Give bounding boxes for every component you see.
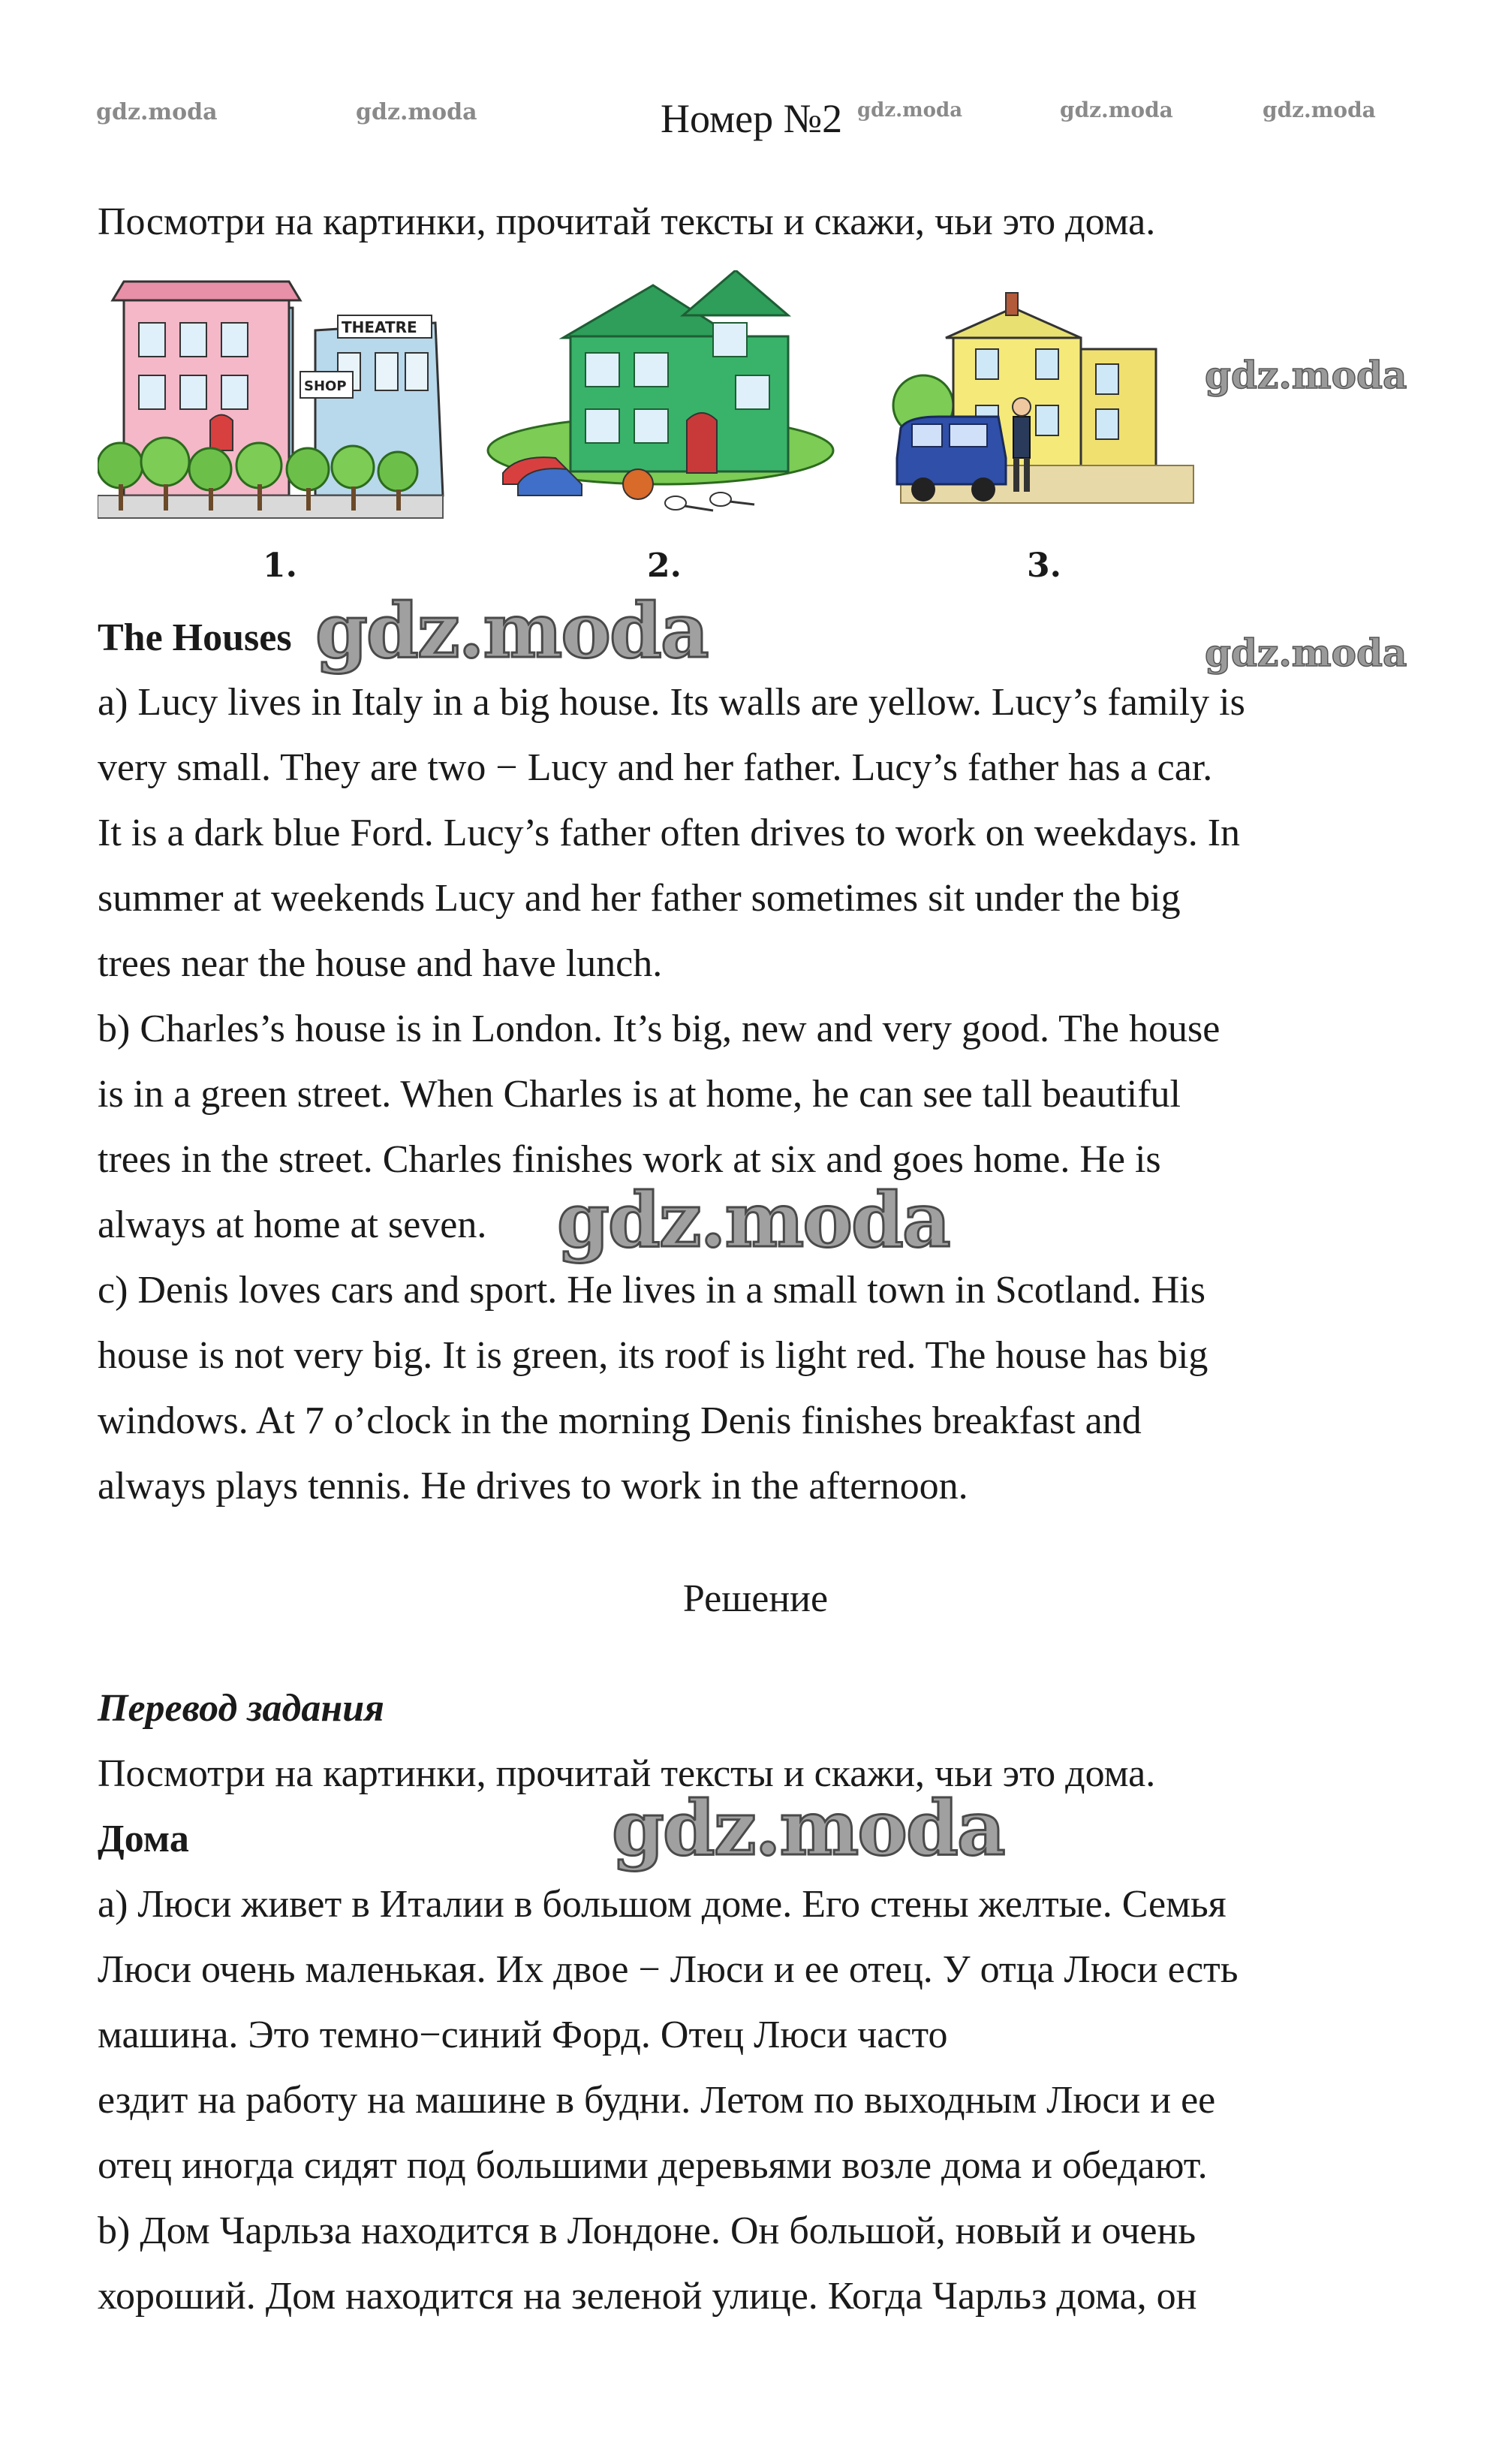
picture-3-yellow-house	[893, 293, 1193, 503]
text-line: very small. They are two − Lucy and her father. Lucy’s father has a car.	[98, 746, 1213, 789]
watermark: gdz.moda	[557, 1176, 950, 1264]
translation-line: a) Люси живет в Италии в большом доме. Его стены желтые. Семья	[98, 1883, 1227, 1926]
task-instruction: Посмотри на картинки, прочитай тексты и скажи, чьи это дома.	[98, 200, 1156, 243]
watermark: gdz.moda	[612, 1784, 1004, 1872]
watermark: gdz.moda	[857, 99, 963, 122]
watermark: gdz.moda	[1263, 98, 1376, 122]
picture-label-2: 2.	[647, 547, 682, 585]
page-title: Номер №2	[661, 96, 843, 141]
text-line: a) Lucy lives in Italy in a big house. Its walls are yellow. Lucy’s family is	[98, 681, 1245, 724]
theatre-sign: THEATRE	[342, 318, 417, 336]
translation-section-heading: Дома	[98, 1818, 189, 1860]
shop-sign: SHOP	[304, 378, 347, 394]
picture-1-town-street	[98, 282, 443, 518]
watermark: gdz.moda	[315, 586, 708, 675]
watermark: gdz.moda	[1205, 353, 1407, 397]
watermark: gdz.moda	[96, 99, 218, 125]
picture-2-green-house	[488, 270, 833, 511]
picture-label-3: 3.	[1027, 547, 1061, 585]
translation-line: машина. Это темно−синий Форд. Отец Люси часто	[98, 2014, 948, 2056]
text-line: is in a green street. When Charles is at home, he can see tall beautiful	[98, 1073, 1181, 1116]
translation-line: ездит на работу на машине в будни. Летом по выходным Люси и ее	[98, 2079, 1216, 2122]
text-line: b) Charles’s house is in London. It’s big, new and very good. The house	[98, 1008, 1221, 1050]
houses-illustration	[98, 270, 1419, 541]
text-line: summer at weekends Lucy and her father sometimes sit under the big	[98, 877, 1181, 920]
translation-line: b) Дом Чарльза находится в Лондоне. Он большой, новый и очень	[98, 2209, 1196, 2252]
translation-line: хороший. Дом находится на зеленой улице. Когда Чарльз дома, он	[98, 2275, 1197, 2318]
text-line: always at home at seven.	[98, 1203, 487, 1246]
text-line: c) Denis loves cars and sport. He lives in a small town in Scotland. His	[98, 1269, 1205, 1312]
text-line: always plays tennis. He drives to work in the afternoon.	[98, 1465, 968, 1508]
text-line: trees near the house and have lunch.	[98, 942, 663, 985]
watermark: gdz.moda	[1060, 98, 1173, 122]
text-line: It is a dark blue Ford. Lucy’s father often drives to work on weekdays. In	[98, 812, 1241, 854]
translation-line: отец иногда сидят под большими деревьями возле дома и обедают.	[98, 2144, 1208, 2187]
text-line: trees in the street. Charles finishes work at six and goes home. He is	[98, 1138, 1161, 1181]
translation-line: Люси очень маленькая. Их двое − Люси и ее отец. У отца Люси есть	[98, 1948, 1239, 1991]
picture-label-1: 1.	[263, 547, 297, 585]
solution-title: Решение	[682, 1577, 829, 1620]
section-heading: The Houses	[98, 616, 292, 659]
text-line: windows. At 7 o’clock in the morning Denis finishes breakfast and	[98, 1399, 1142, 1442]
watermark: gdz.moda	[1205, 631, 1407, 675]
translation-heading: Перевод задания	[98, 1687, 384, 1730]
translation-instruction: Посмотри на картинки, прочитай тексты и скажи, чьи это дома.	[98, 1752, 1156, 1795]
text-line: house is not very big. It is green, its roof is light red. The house has big	[98, 1334, 1208, 1377]
watermark: gdz.moda	[356, 99, 477, 125]
